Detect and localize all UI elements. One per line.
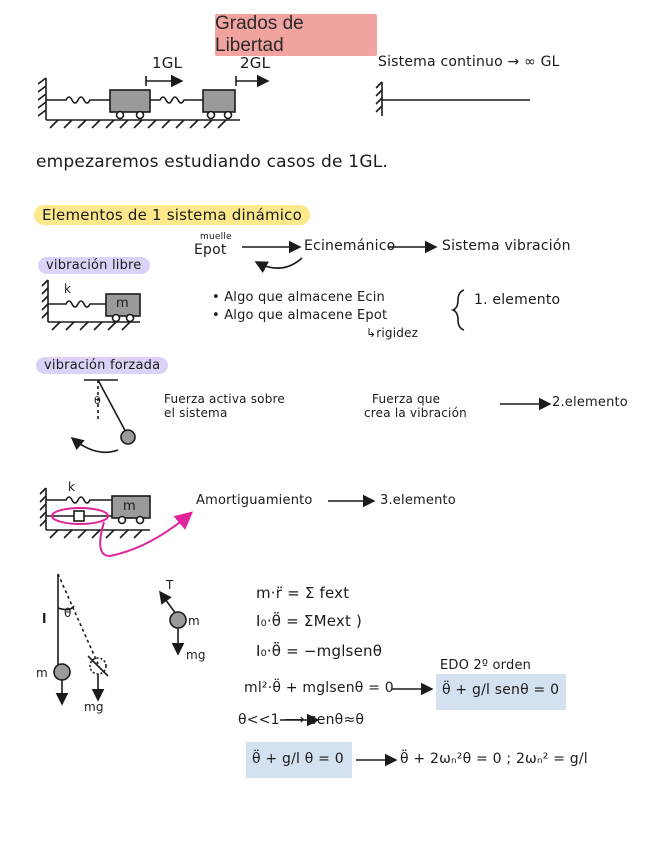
damping-mass-label: m (123, 499, 136, 514)
fbd-tension: T (166, 578, 174, 592)
fbd-weight: mg (186, 648, 206, 662)
pendulum-diagram (54, 574, 108, 704)
linear-equation: θ̈ + g/l θ = 0 (252, 751, 344, 767)
page-title: Grados de Libertad (215, 14, 377, 56)
damping-label: Amortiguamiento (196, 493, 313, 508)
edo-equation: θ̈ + g/l senθ = 0 (442, 682, 560, 698)
vibration-force-line-1: Fuerza que (372, 392, 441, 406)
free-vibration-label: vibración libre (38, 257, 150, 274)
item-rigidez: ↳rigidez (366, 326, 419, 340)
label-2gl: 2GL (240, 54, 271, 72)
section-heading-elements (34, 206, 310, 224)
edo-label: EDO 2º orden (440, 658, 532, 673)
equation-newton: m·r̈ = Σ fext (256, 584, 350, 602)
item-epot: • Algo que almacene Epot (212, 308, 388, 323)
epot-superscript: muelle (200, 232, 232, 242)
spring-k-label: k (64, 282, 72, 296)
equation-motion: ml²·θ̈ + mglsenθ = 0 (244, 680, 394, 696)
continuous-system-text: Sistema continuo → ∞ GL (378, 54, 560, 70)
label-1gl: 1GL (152, 54, 183, 72)
small-angle-approx: θ<<1 ⟶ senθ≈θ (238, 712, 365, 728)
item-ecin: • Algo que almacene Ecin (212, 290, 386, 305)
equation-torque: I₀·θ̈ = −mglsenθ (256, 642, 383, 660)
pendulum-length: l (42, 612, 47, 627)
pendulum-weight: mg (84, 700, 104, 714)
intro-text: empezaremos estudiando casos de 1GL. (36, 152, 388, 172)
section-heading-label: Elementos de 1 sistema dinámico (34, 205, 310, 225)
forced-pendulum (72, 380, 135, 452)
equation-moments: I₀·θ̈ = ΣMext ) (256, 612, 363, 630)
active-force-text (164, 392, 285, 420)
mass-label: m (116, 296, 129, 311)
vibration-force-text (364, 392, 467, 420)
element-1-label: 1. elemento (474, 292, 561, 308)
vibration-system-label: Sistema vibración (442, 238, 571, 254)
epot-label: Epot (194, 242, 227, 258)
continuous-beam (376, 82, 530, 116)
free-body-diagram (160, 592, 186, 654)
pendulum-theta: θ (64, 606, 72, 620)
pendulum-angle: θ (94, 394, 101, 407)
damping-spring-label: k (68, 480, 76, 494)
element-3-label: 3.elemento (380, 493, 456, 508)
natural-frequency-equation: θ̈ + 2ωₙ²θ = 0 ; 2ωₙ² = g/l (400, 751, 588, 767)
ecin-label: Ecinemánico (304, 238, 396, 254)
vibration-force-line-2: crea la vibración (364, 406, 467, 420)
two-dof-diagram (38, 76, 268, 128)
forced-vibration-heading (36, 358, 168, 373)
element-2-label: 2.elemento (552, 395, 628, 410)
fbd-mass: m (188, 614, 200, 628)
active-force-line-1: Fuerza activa sobre (164, 392, 285, 406)
pendulum-mass: m (36, 666, 48, 680)
forced-vibration-label: vibración forzada (36, 357, 168, 374)
active-force-line-2: el sistema (164, 406, 228, 420)
free-vibration-heading (38, 258, 150, 273)
